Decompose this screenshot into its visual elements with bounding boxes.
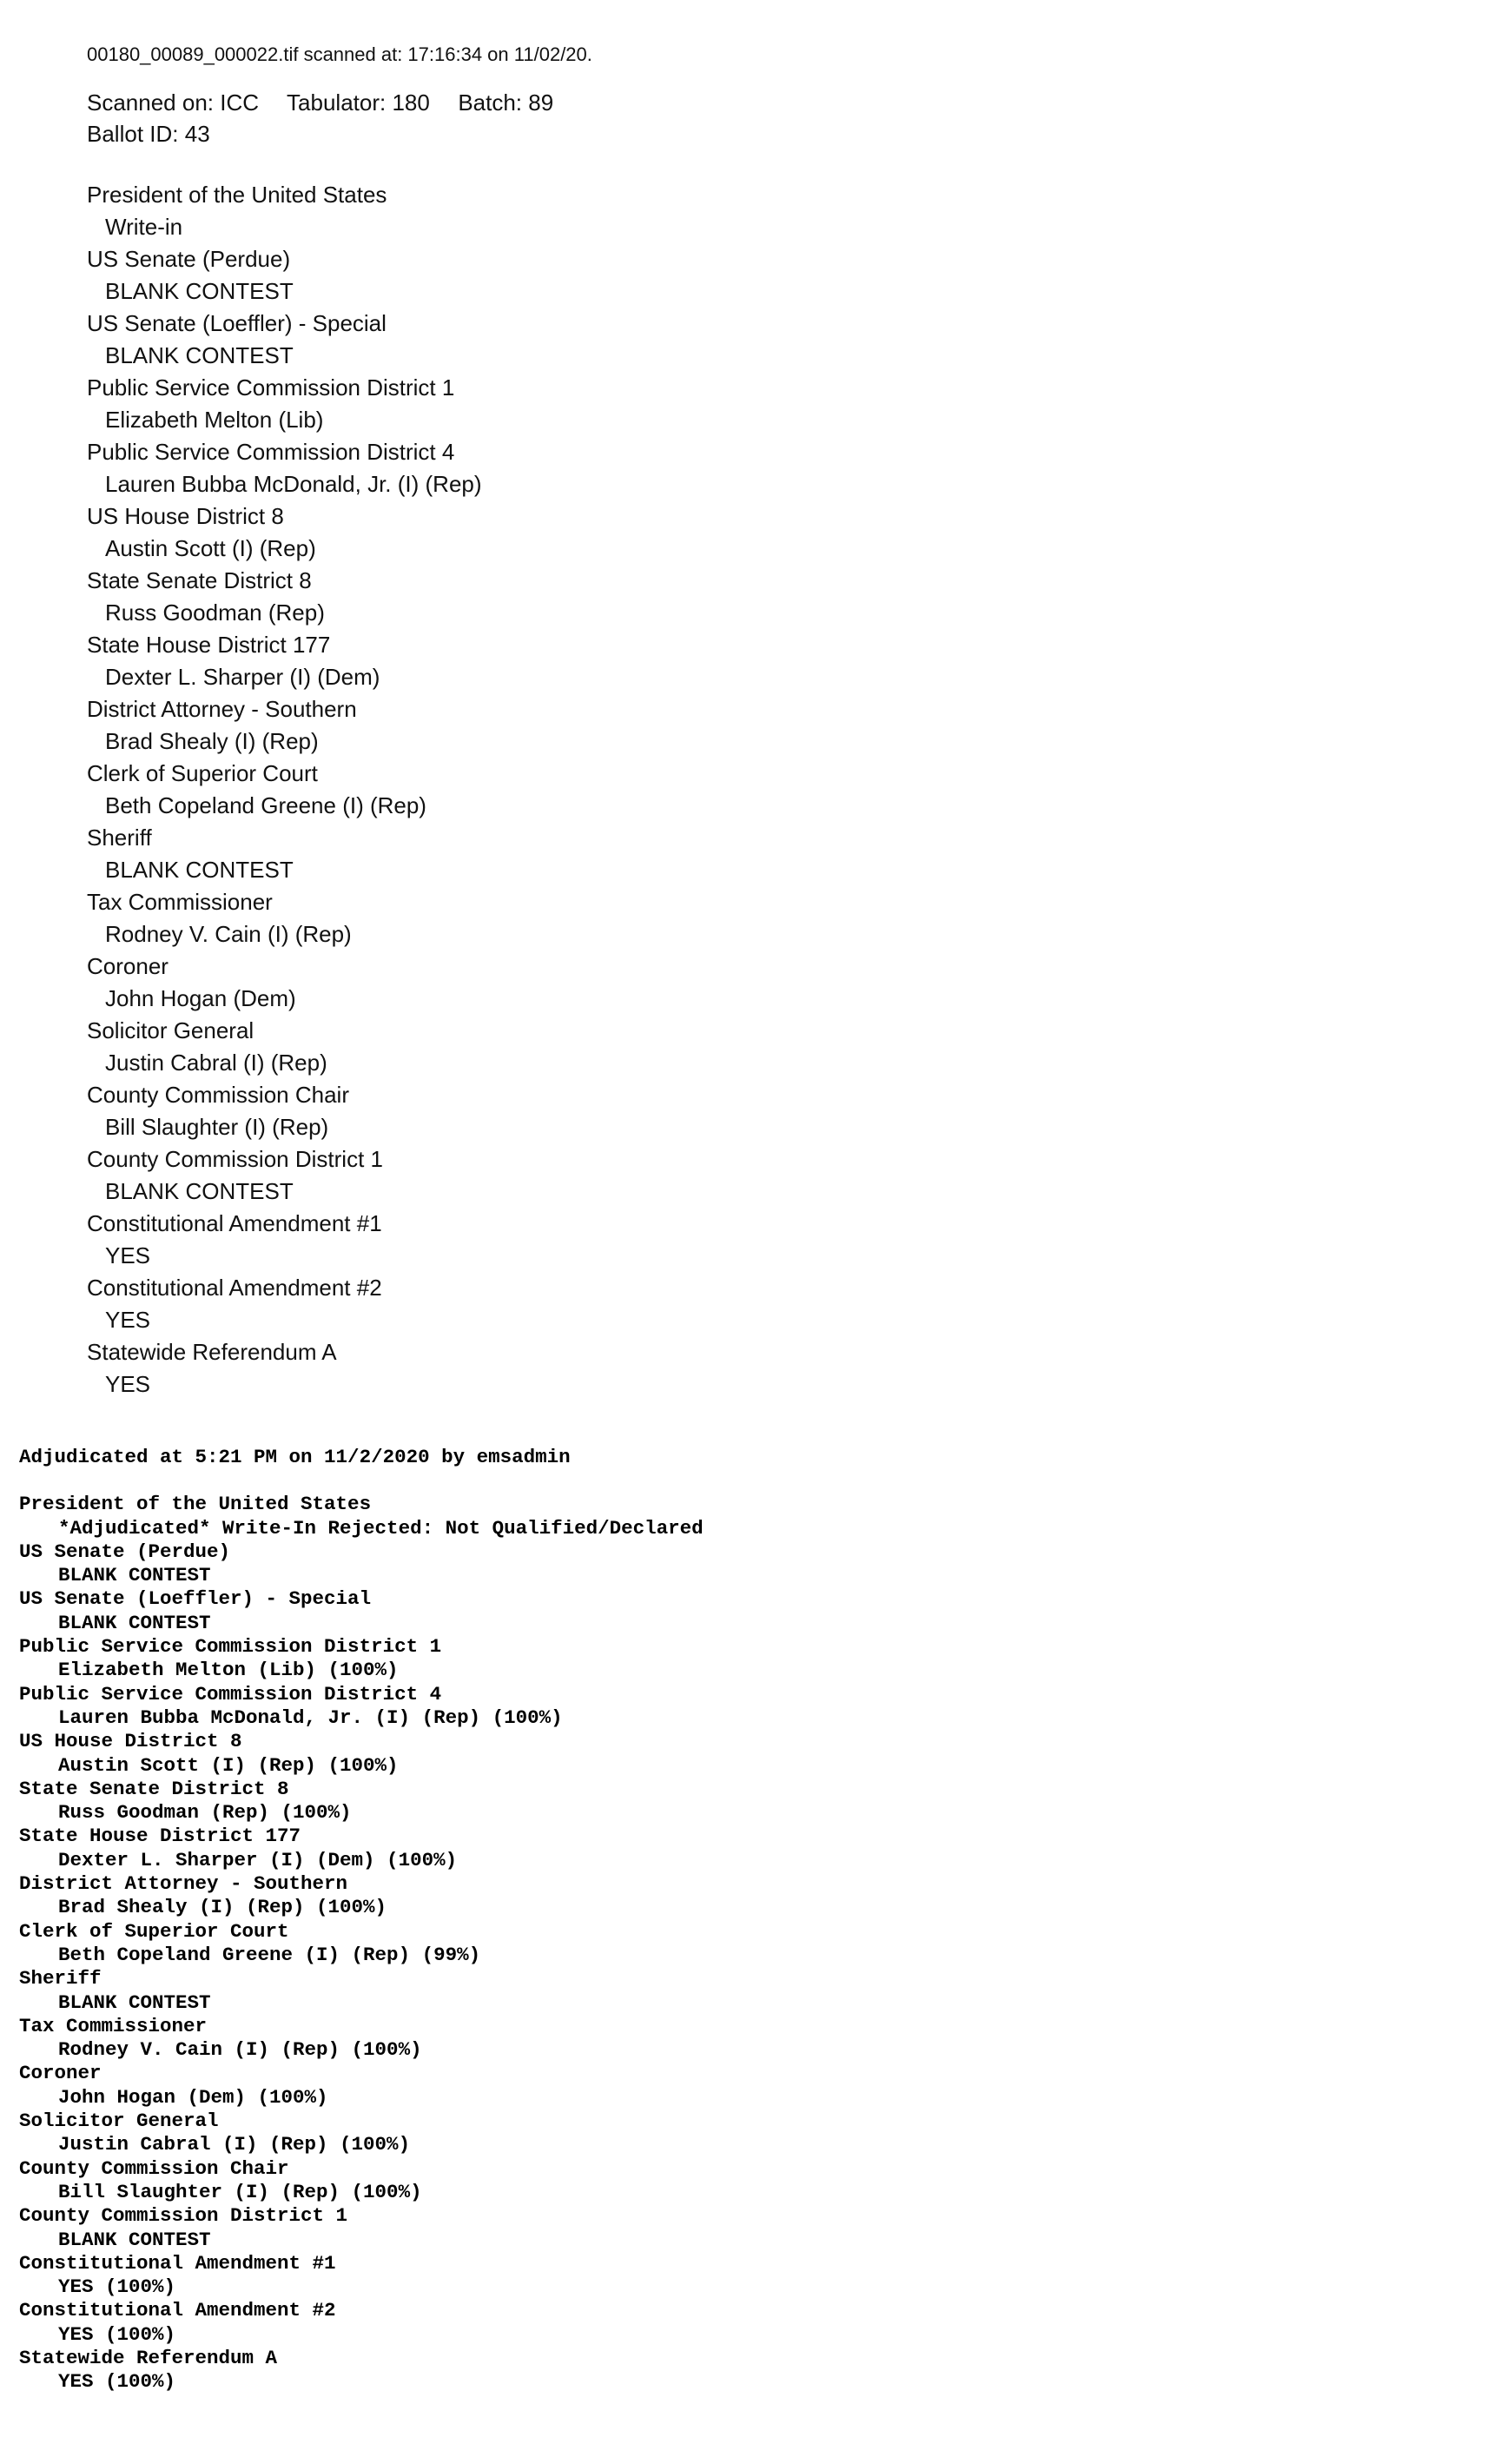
contest-item <box>19 1967 704 2015</box>
contest-choice: Bill Slaughter (I) (Rep) <box>105 1114 329 1140</box>
contest-item <box>19 1825 704 1872</box>
contest-choice: Austin Scott (I) (Rep) (100%) <box>58 1753 399 1777</box>
contest-item <box>19 1587 704 1635</box>
contest-item <box>87 372 592 436</box>
contest-title: County Commission Chair <box>87 1082 349 1108</box>
contest-item <box>87 436 592 500</box>
contest-choice: BLANK CONTEST <box>58 2228 211 2251</box>
contest-item <box>87 243 592 308</box>
contest-title: State House District 177 <box>87 632 331 658</box>
contest-item <box>87 758 592 822</box>
contest-item <box>19 1493 704 1540</box>
contest-choice: Justin Cabral (I) (Rep) <box>105 1050 327 1076</box>
contest-item <box>19 1683 704 1731</box>
contest-title: Constitutional Amendment #2 <box>19 2299 336 2322</box>
contest-choice: Russ Goodman (Rep) <box>105 599 325 626</box>
contest-title: Public Service Commission District 1 <box>19 1635 442 1659</box>
ballot-id-label: Ballot ID: <box>87 121 179 147</box>
contest-item <box>19 1872 704 1920</box>
contest-title: US Senate (Perdue) <box>19 1540 231 1563</box>
contest-item <box>87 629 592 693</box>
contest-item <box>87 500 592 565</box>
tabulator-label: Tabulator: <box>287 89 387 116</box>
contest-title: Statewide Referendum A <box>19 2346 278 2369</box>
contest-title: Tax Commissioner <box>19 2014 208 2037</box>
contest-choice: Brad Shealy (I) (Rep) (100%) <box>58 1896 387 1919</box>
contest-title: Clerk of Superior Court <box>87 760 318 786</box>
contest-title: Sheriff <box>87 825 152 851</box>
contest-item <box>19 2015 704 2063</box>
contest-choice: YES <box>105 1242 151 1268</box>
contest-item <box>87 565 592 629</box>
contest-title: US Senate (Loeffler) - Special <box>87 310 387 336</box>
contest-item <box>19 2252 704 2300</box>
contest-choice: YES (100%) <box>58 2275 176 2299</box>
contest-choice: Dexter L. Sharper (I) (Dem) <box>105 664 380 690</box>
contest-choice: Write-in <box>105 214 183 240</box>
contest-choice: YES <box>105 1307 151 1333</box>
scanned-on-value: ICC <box>220 89 260 116</box>
contest-choice: Elizabeth Melton (Lib) <box>105 407 324 433</box>
contest-title: Tax Commissioner <box>87 889 273 915</box>
contest-item <box>19 2347 704 2394</box>
contest-title: Coroner <box>87 953 169 979</box>
contest-choice: Beth Copeland Greene (I) (Rep) <box>105 792 426 818</box>
contest-item <box>19 1730 704 1778</box>
contest-choice: Beth Copeland Greene (I) (Rep) (99%) <box>58 1943 481 1966</box>
adjudication-contest-list <box>19 1493 704 2394</box>
contest-choice: BLANK CONTEST <box>58 1564 211 1587</box>
scan-file-line: 00180_00089_000022.tif scanned at: 17:16:34 on 11/02/20. <box>87 43 592 65</box>
contest-choice: BLANK CONTEST <box>58 1611 211 1634</box>
contest-item <box>19 2062 704 2110</box>
contest-choice: Bill Slaughter (I) (Rep) (100%) <box>58 2180 422 2203</box>
contest-choice: BLANK CONTEST <box>105 278 294 304</box>
contest-title: County Commission Chair <box>19 2156 289 2180</box>
contest-choice: Brad Shealy (I) (Rep) <box>105 728 319 754</box>
contest-title: County Commission District 1 <box>19 2204 348 2228</box>
contest-title: Constitutional Amendment #1 <box>87 1210 382 1236</box>
contest-title: District Attorney - Southern <box>19 1872 348 1896</box>
contest-title: State Senate District 8 <box>19 1777 289 1800</box>
ballot-id-value: 43 <box>184 121 210 147</box>
scan-summary <box>87 40 592 1401</box>
contest-title: District Attorney - Southern <box>87 696 357 722</box>
scan-contest-list <box>87 179 592 1401</box>
contest-title: US Senate (Loeffler) - Special <box>19 1587 372 1611</box>
contest-choice: Austin Scott (I) (Rep) <box>105 535 316 561</box>
contest-choice: YES <box>105 1371 151 1397</box>
contest-title: US House District 8 <box>19 1730 242 1753</box>
contest-item <box>87 1272 592 1336</box>
contest-choice: John Hogan (Dem) (100%) <box>58 2085 328 2109</box>
batch-value: 89 <box>528 89 554 116</box>
contest-choice: John Hogan (Dem) <box>105 985 296 1011</box>
contest-title: Constitutional Amendment #2 <box>87 1275 382 1301</box>
contest-title: Public Service Commission District 4 <box>87 439 455 465</box>
contest-choice: Russ Goodman (Rep) (100%) <box>58 1801 352 1825</box>
contest-item <box>19 2110 704 2157</box>
ballot-id-line <box>87 118 592 149</box>
contest-item <box>19 1635 704 1683</box>
contest-choice: Lauren Bubba McDonald, Jr. (I) (Rep) (100%) <box>58 1706 563 1729</box>
adjudication-header: Adjudicated at 5:21 PM on 11/2/2020 by emsadmin <box>19 1446 571 1468</box>
contest-item <box>87 950 592 1015</box>
contest-choice: Justin Cabral (I) (Rep) (100%) <box>58 2133 411 2156</box>
contest-title: Sheriff <box>19 1967 102 1990</box>
contest-item <box>19 1778 704 1825</box>
contest-title: US House District 8 <box>87 503 284 529</box>
contest-title: Solicitor General <box>19 2110 219 2133</box>
contest-item <box>19 2204 704 2252</box>
contest-choice: Rodney V. Cain (I) (Rep) <box>105 921 352 947</box>
contest-title: Public Service Commission District 1 <box>87 374 455 401</box>
contest-title: Coroner <box>19 2062 102 2085</box>
contest-choice: YES (100%) <box>58 2370 176 2394</box>
contest-item <box>87 1079 592 1143</box>
contest-choice: Lauren Bubba McDonald, Jr. (I) (Rep) <box>105 471 482 497</box>
contest-item <box>87 179 592 243</box>
contest-item <box>19 1540 704 1588</box>
contest-title: US Senate (Perdue) <box>87 246 291 272</box>
adjudication-summary <box>19 1446 704 2394</box>
contest-title: President of the United States <box>87 182 387 208</box>
contest-choice: Elizabeth Melton (Lib) (100%) <box>58 1659 399 1682</box>
contest-choice: Dexter L. Sharper (I) (Dem) (100%) <box>58 1848 458 1871</box>
contest-item <box>19 2299 704 2347</box>
contest-item <box>87 1208 592 1272</box>
contest-item <box>19 1920 704 1968</box>
contest-item <box>87 1015 592 1079</box>
contest-item <box>19 2157 704 2205</box>
contest-title: Solicitor General <box>87 1017 254 1043</box>
contest-item <box>87 308 592 372</box>
contest-item <box>87 1336 592 1401</box>
tabulator-value: 180 <box>392 89 430 116</box>
contest-title: Public Service Commission District 4 <box>19 1682 442 1706</box>
contest-choice: BLANK CONTEST <box>58 1990 211 2014</box>
contest-item <box>87 886 592 950</box>
contest-item <box>87 1143 592 1208</box>
contest-title: Statewide Referendum A <box>87 1339 337 1365</box>
scan-meta-line <box>87 87 592 118</box>
batch-label: Batch: <box>458 89 523 116</box>
contest-choice: BLANK CONTEST <box>105 342 294 368</box>
contest-choice: YES (100%) <box>58 2322 176 2346</box>
contest-item <box>87 822 592 886</box>
contest-choice: Rodney V. Cain (I) (Rep) (100%) <box>58 2038 422 2062</box>
contest-choice: BLANK CONTEST <box>105 1178 294 1204</box>
contest-title: State Senate District 8 <box>87 567 312 593</box>
contest-title: State House District 177 <box>19 1825 301 1848</box>
contest-choice: BLANK CONTEST <box>105 857 294 883</box>
contest-item <box>87 693 592 758</box>
contest-choice: *Adjudicated* Write-In Rejected: Not Qualified/Declared <box>58 1516 704 1540</box>
scanned-on-label: Scanned on: <box>87 89 215 116</box>
contest-title: Clerk of Superior Court <box>19 1919 289 1943</box>
contest-title: County Commission District 1 <box>87 1146 383 1172</box>
contest-title: Constitutional Amendment #1 <box>19 2251 336 2275</box>
contest-title: President of the United States <box>19 1493 372 1516</box>
